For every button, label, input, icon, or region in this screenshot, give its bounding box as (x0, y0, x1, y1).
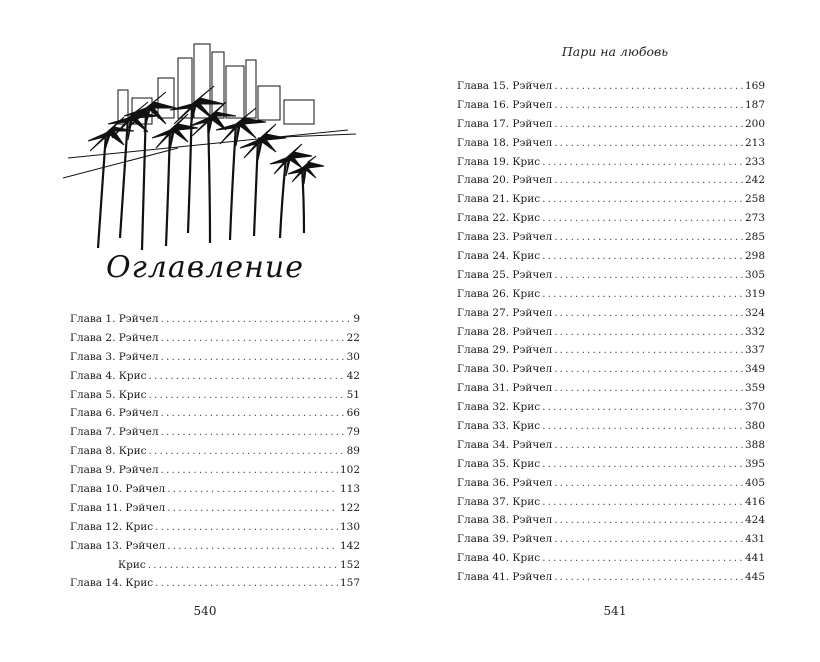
toc-entry (70, 442, 360, 461)
toc-entry-page: 22 (346, 331, 360, 344)
toc-entry-label: Глава 28. Рэйчел (457, 325, 553, 338)
toc-entry (457, 360, 765, 379)
toc-entry-page: 445 (744, 571, 765, 584)
dot-leader (554, 96, 743, 115)
toc-entry-label: Глава 5. Крис (70, 388, 147, 401)
toc-entry-label: Глава 14. Крис (70, 577, 154, 590)
dot-leader (161, 310, 352, 329)
toc-entry-label: Глава 26. Крис (457, 287, 541, 300)
toc-entry-page: 66 (346, 407, 360, 420)
toc-entry-label: Глава 2. Рэйчел (70, 331, 159, 344)
toc-entry (457, 455, 765, 474)
toc-entry-label: Глава 35. Крис (457, 457, 541, 470)
toc-entry-page: 337 (744, 344, 765, 357)
dot-leader (554, 530, 743, 549)
toc-entry-label: Глава 37. Крис (457, 495, 541, 508)
toc-entry (457, 398, 765, 417)
toc-entry (70, 537, 360, 556)
dot-leader (167, 499, 338, 518)
toc-entry-page: 305 (744, 268, 765, 281)
dot-leader (554, 341, 743, 360)
toc-entry (457, 171, 765, 190)
toc-entry-label: Глава 1. Рэйчел (70, 313, 159, 325)
toc-entry-label: Глава 9. Рэйчел (70, 464, 159, 477)
toc-entry-label: Глава 17. Рэйчел (457, 117, 553, 130)
dot-leader (542, 455, 743, 474)
toc-entry-page: 200 (744, 117, 765, 130)
page-number-right: 541 (603, 604, 627, 618)
toc-entry-label: Крис (118, 558, 146, 571)
dot-leader (148, 367, 344, 386)
toc-list-right (457, 77, 765, 587)
toc-entry-label: Глава 18. Рэйчел (457, 136, 553, 149)
toc-entry-page: 285 (744, 231, 765, 244)
toc-entry-page: 242 (744, 174, 765, 187)
toc-entry (457, 209, 765, 228)
toc-entry-label: Глава 31. Рэйчел (457, 382, 553, 395)
city-palms-illustration (58, 38, 358, 253)
toc-entry (457, 228, 765, 247)
toc-entry-label: Глава 3. Рэйчел (70, 350, 159, 363)
toc-entry (70, 386, 360, 405)
dot-leader (161, 329, 345, 348)
toc-entry-label: Глава 22. Крис (457, 212, 541, 225)
dot-leader (542, 190, 743, 209)
toc-entry-page: 349 (744, 363, 765, 376)
toc-entry-page: 89 (346, 445, 360, 458)
toc-entry (457, 341, 765, 360)
toc-entry-label: Глава 7. Рэйчел (70, 426, 159, 439)
dot-leader (161, 404, 345, 423)
toc-entry-page: 405 (744, 476, 765, 489)
toc-entry (457, 77, 765, 96)
dot-leader (542, 398, 743, 417)
toc-entry (70, 461, 360, 480)
toc-entry (457, 134, 765, 153)
toc-entry (457, 115, 765, 134)
toc-entry-page: 157 (339, 577, 360, 590)
dot-leader (554, 360, 743, 379)
toc-entry-page: 370 (744, 401, 765, 414)
toc-entry (457, 190, 765, 209)
dot-leader (554, 228, 743, 247)
toc-entry-label: Глава 19. Крис (457, 155, 541, 168)
dot-leader (148, 386, 344, 405)
toc-entry-page: 359 (744, 382, 765, 395)
toc-entry-page: 332 (744, 325, 765, 338)
toc-entry-label: Глава 27. Рэйчел (457, 306, 553, 319)
toc-entry (70, 499, 360, 518)
dot-leader (554, 115, 743, 134)
toc-entry-page: 122 (339, 501, 360, 514)
toc-entry-page: 324 (744, 306, 765, 319)
toc-entry-page: 113 (339, 483, 360, 496)
toc-entry (457, 247, 765, 266)
toc-entry-page: 388 (744, 438, 765, 451)
toc-entry-label: Глава 6. Рэйчел (70, 407, 159, 420)
dot-leader (161, 423, 345, 442)
toc-entry-label: Глава 24. Крис (457, 250, 541, 263)
toc-entry-label: Глава 36. Рэйчел (457, 476, 553, 489)
right-page (410, 0, 820, 662)
dot-leader (542, 493, 743, 512)
toc-entry (70, 367, 360, 386)
toc-entry-page: 319 (744, 287, 765, 300)
toc-entry-label: Глава 4. Крис (70, 369, 147, 382)
dot-leader (554, 474, 743, 493)
toc-entry (457, 96, 765, 115)
toc-entry-label: Глава 34. Рэйчел (457, 438, 553, 451)
toc-entry (457, 266, 765, 285)
toc-entry-page: 233 (744, 155, 765, 168)
toc-entry (457, 568, 765, 587)
toc-title: Оглавление (106, 250, 304, 285)
toc-entry (457, 549, 765, 568)
toc-entry (457, 379, 765, 398)
toc-entry-label: Глава 11. Рэйчел (70, 501, 166, 514)
toc-entry-page: 298 (744, 250, 765, 263)
running-head: Пари на любовь (561, 44, 669, 59)
toc-entry (457, 530, 765, 549)
toc-entry (457, 417, 765, 436)
toc-entry-label: Глава 16. Рэйчел (457, 98, 553, 111)
toc-entry-page: 258 (744, 193, 765, 206)
toc-entry-page: 42 (346, 369, 360, 382)
toc-entry-page: 51 (346, 388, 360, 401)
dot-leader (554, 323, 743, 342)
dot-leader (148, 442, 344, 461)
toc-entry-label: Глава 15. Рэйчел (457, 80, 553, 92)
dot-leader (161, 461, 338, 480)
toc-list-left (70, 310, 360, 593)
dot-leader (542, 285, 743, 304)
toc-entry-label: Глава 32. Крис (457, 401, 541, 414)
toc-entry-page: 152 (339, 558, 360, 571)
toc-entry-label: Глава 12. Крис (70, 520, 154, 533)
toc-entry-page: 395 (744, 457, 765, 470)
toc-entry-page: 416 (744, 495, 765, 508)
toc-entry (70, 310, 360, 329)
toc-entry (70, 329, 360, 348)
dot-leader (554, 379, 743, 398)
dot-leader (554, 134, 743, 153)
toc-entry (457, 511, 765, 530)
toc-entry (457, 285, 765, 304)
toc-entry-page: 380 (744, 420, 765, 433)
toc-entry-page: 213 (744, 136, 765, 149)
toc-entry (457, 323, 765, 342)
toc-entry-label: Глава 41. Рэйчел (457, 571, 553, 584)
toc-entry (70, 348, 360, 367)
toc-entry-label: Глава 21. Крис (457, 193, 541, 206)
toc-entry (457, 304, 765, 323)
dot-leader (167, 480, 338, 499)
toc-entry (70, 574, 360, 593)
dot-leader (554, 304, 743, 323)
toc-entry-label: Глава 40. Крис (457, 552, 541, 565)
toc-entry-page: 79 (346, 426, 360, 439)
toc-entry-label: Глава 39. Рэйчел (457, 533, 553, 546)
dot-leader (155, 574, 338, 593)
toc-entry (457, 474, 765, 493)
dot-leader (542, 209, 743, 228)
toc-entry (70, 556, 360, 575)
toc-entry-page: 9 (353, 313, 360, 325)
toc-entry-label: Глава 38. Рэйчел (457, 514, 553, 527)
dot-leader (542, 417, 743, 436)
toc-entry-page: 424 (744, 514, 765, 527)
toc-entry (70, 404, 360, 423)
toc-entry-label: Глава 8. Крис (70, 445, 147, 458)
toc-entry-label: Глава 10. Рэйчел (70, 483, 166, 496)
toc-entry (457, 436, 765, 455)
page-number-left: 540 (193, 604, 217, 618)
toc-entry-page: 441 (744, 552, 765, 565)
dot-leader (542, 549, 743, 568)
dot-leader (542, 153, 743, 172)
toc-entry-label: Глава 23. Рэйчел (457, 231, 553, 244)
toc-entry-page: 431 (744, 533, 765, 546)
toc-entry-label: Глава 30. Рэйчел (457, 363, 553, 376)
dot-leader (554, 511, 743, 530)
toc-entry-page: 273 (744, 212, 765, 225)
toc-entry-page: 187 (744, 98, 765, 111)
dot-leader (554, 436, 743, 455)
dot-leader (148, 556, 338, 575)
dot-leader (167, 537, 338, 556)
toc-entry-label: Глава 13. Рэйчел (70, 539, 166, 552)
toc-entry (457, 493, 765, 512)
toc-entry-page: 142 (339, 539, 360, 552)
toc-entry (70, 480, 360, 499)
dot-leader (554, 266, 743, 285)
toc-entry-label: Глава 29. Рэйчел (457, 344, 553, 357)
dot-leader (542, 247, 743, 266)
toc-entry (70, 518, 360, 537)
toc-entry-page: 30 (346, 350, 360, 363)
toc-entry-label: Глава 20. Рэйчел (457, 174, 553, 187)
dot-leader (554, 77, 743, 96)
toc-entry-page: 169 (744, 80, 765, 92)
dot-leader (161, 348, 345, 367)
toc-entry-label: Глава 33. Крис (457, 420, 541, 433)
toc-entry (457, 153, 765, 172)
toc-entry-page: 130 (339, 520, 360, 533)
toc-entry (70, 423, 360, 442)
toc-entry-page: 102 (339, 464, 360, 477)
dot-leader (554, 171, 743, 190)
dot-leader (155, 518, 338, 537)
dot-leader (554, 568, 743, 587)
toc-entry-label: Глава 25. Рэйчел (457, 268, 553, 281)
